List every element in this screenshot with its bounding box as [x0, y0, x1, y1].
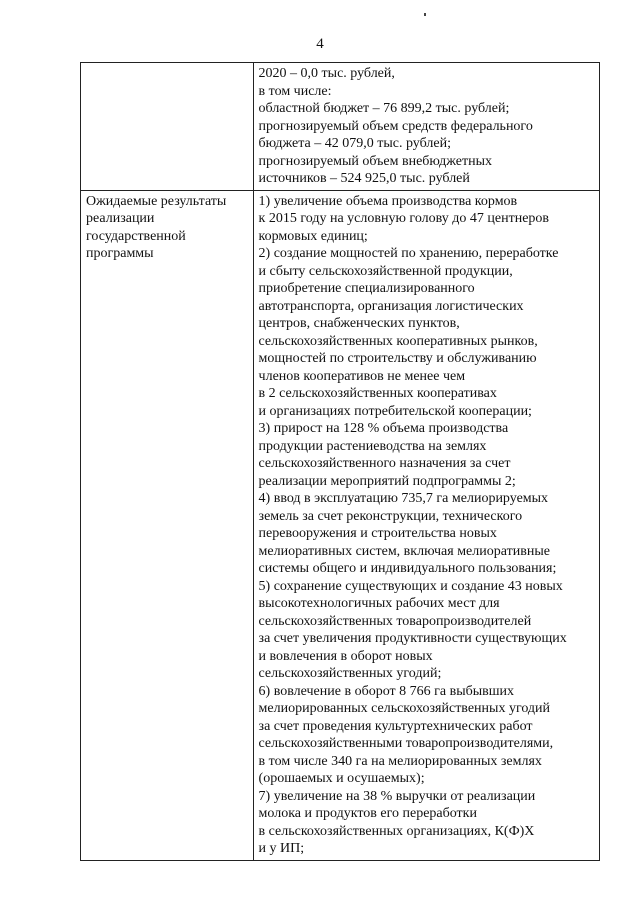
- text-line: 3) прирост на 128 % объема производства: [258, 421, 509, 436]
- text-line: 2) создание мощностей по хранению, переработке: [258, 246, 559, 261]
- text-line: перевооружения и строительства новых: [258, 526, 497, 541]
- text-line: прогнозируемый объем внебюджетных: [258, 153, 493, 169]
- text-line: и у ИП;: [258, 841, 305, 856]
- text-line: и сбыту сельскохозяйственной продукции,: [258, 263, 513, 279]
- program-passport-table: [80, 62, 600, 861]
- text-line: (орошаемых и осушаемых);: [258, 771, 425, 786]
- text-line: 6) вовлечение в оборот 8 766 га выбывших: [258, 683, 515, 699]
- text-line: 1) увеличение объема производства кормов: [258, 193, 518, 209]
- row-value-cell: [253, 190, 599, 860]
- text-line: молока и продуктов его переработки: [258, 806, 477, 821]
- text-line: бюджета – 42 079,0 тыс. рублей;: [258, 136, 451, 151]
- text-line: сельскохозяйственных товаропроизводителей: [258, 613, 532, 629]
- text-line: областной бюджет – 76 899,2 тыс. рублей;: [258, 101, 510, 116]
- row-label-line: реализации: [86, 211, 155, 226]
- text-line: автотранспорта, организация логистических: [258, 298, 524, 314]
- text-line: продукции растениеводства на землях: [258, 438, 487, 454]
- text-line: сельскохозяйственных кооперативных рынков,: [258, 333, 538, 349]
- text-line: в сельскохозяйственных организациях, К(Ф)Х: [258, 823, 535, 839]
- text-line: и вовлечения в оборот новых: [258, 648, 433, 664]
- row-label-cell: [81, 190, 254, 860]
- text-line: сельскохозяйственных угодий;: [258, 666, 442, 681]
- text-line: сельскохозяйственными товаропроизводителями,: [258, 736, 554, 751]
- text-line: высокотехнологичных рабочих мест для: [258, 596, 500, 611]
- table-row: [81, 190, 600, 860]
- row-label-line: программы: [86, 246, 154, 261]
- text-line: членов кооперативов не менее чем: [258, 368, 466, 384]
- page-number: 4: [316, 36, 324, 52]
- text-line: за счет проведения культуртехнических работ: [258, 718, 533, 734]
- text-line: 7) увеличение на 38 % выручки от реализации: [258, 788, 536, 804]
- text-line: кормовых единиц;: [258, 228, 368, 244]
- text-line: мелиорированных сельскохозяйственных угодий: [258, 701, 551, 716]
- text-line: земель за счет реконструкции, технического: [258, 508, 523, 524]
- text-line: центров, снабженческих пунктов,: [258, 316, 460, 331]
- text-line: прогнозируемый объем средств федерального: [258, 118, 533, 134]
- text-line: 2020 – 0,0 тыс. рублей,: [258, 66, 395, 81]
- table-row: [81, 63, 600, 191]
- row-label-line: государственной: [86, 228, 186, 244]
- text-line: системы общего и индивидуального пользования;: [258, 561, 557, 576]
- text-line: за счет увеличения продуктивности существующих: [258, 631, 567, 646]
- text-line: к 2015 году на условную голову до 47 центнеров: [258, 211, 550, 226]
- text-line: мелиоративных систем, включая мелиоративные: [258, 543, 550, 559]
- text-line: в 2 сельскохозяйственных кооперативах: [258, 386, 497, 401]
- row-label-line: Ожидаемые результаты: [86, 193, 227, 209]
- row-label-cell: [81, 63, 254, 191]
- text-line: 5) сохранение существующих и создание 43 новых: [258, 578, 563, 594]
- text-line: реализации мероприятий подпрограммы 2;: [258, 473, 516, 489]
- scan-speck: [424, 13, 426, 16]
- text-line: 4) ввод в эксплуатацию 735,7 га мелиорируемых: [258, 491, 549, 506]
- text-line: источников – 524 925,0 тыс. рублей: [258, 171, 470, 186]
- text-line: в том числе 340 га на мелиорированных землях: [258, 753, 542, 769]
- text-line: сельскохозяйственного назначения за счет: [258, 456, 511, 471]
- text-line: приобретение специализированного: [258, 281, 475, 296]
- row-value-cell: [253, 63, 599, 191]
- text-line: мощностей по строительству и обслуживанию: [258, 351, 537, 366]
- text-line: в том числе:: [258, 83, 332, 99]
- text-line: и организациях потребительской кооперации;: [258, 403, 532, 419]
